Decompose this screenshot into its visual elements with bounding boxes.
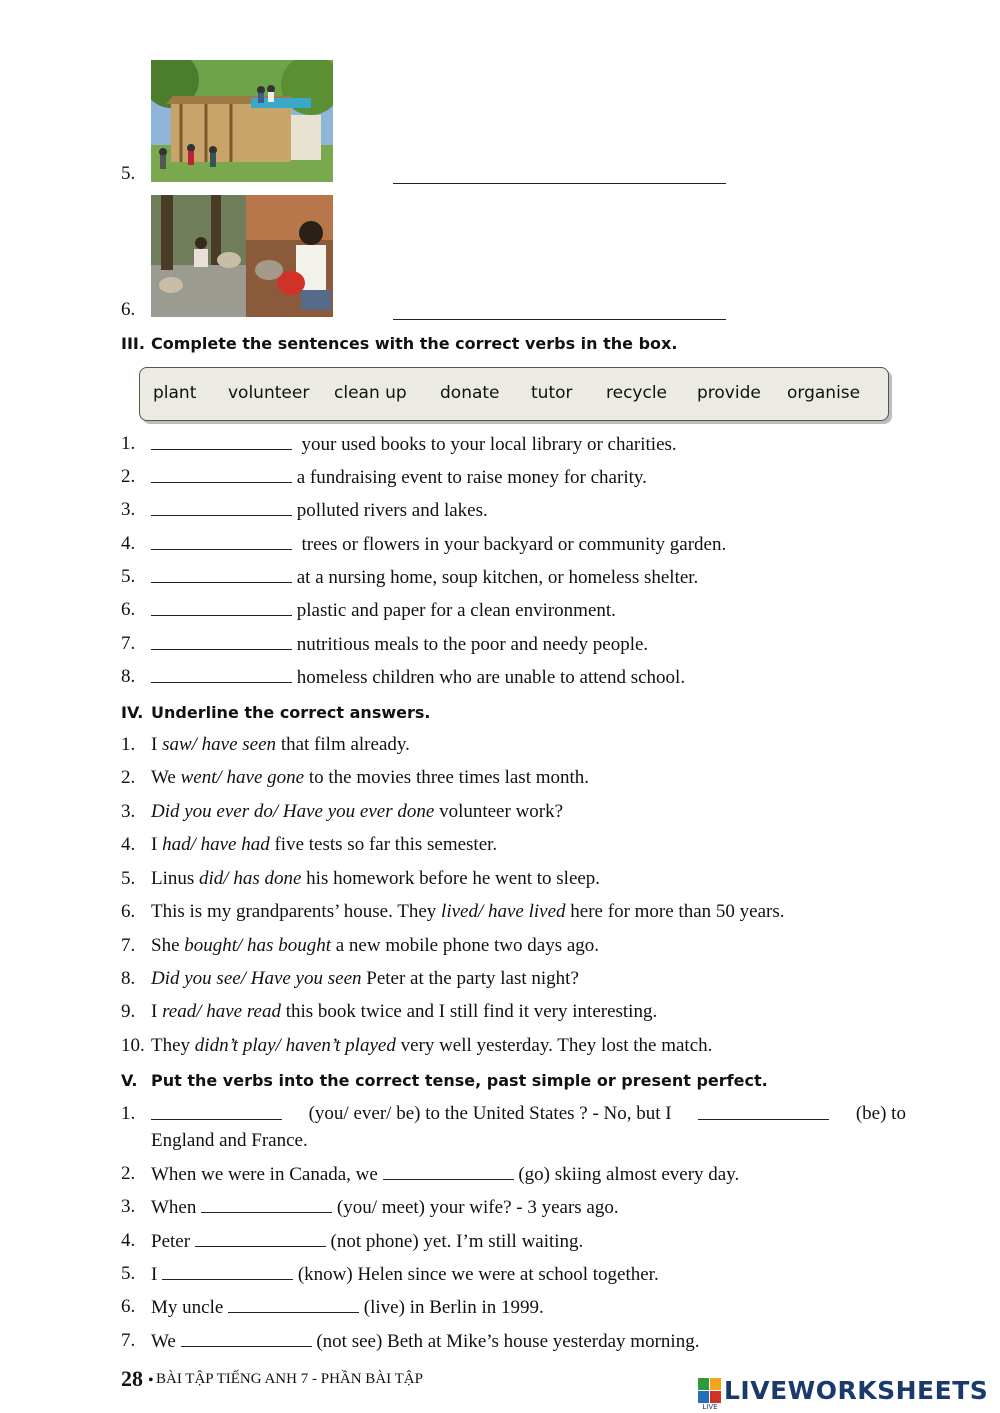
sentence: They didn’t play/ haven’t played very well yesterday. They lost the match.: [151, 1035, 713, 1056]
item-number: 3.: [121, 1196, 136, 1217]
sentence: When we were in Canada, we (go) skiing almost every day.: [151, 1164, 740, 1185]
word-box-item: clean up: [334, 383, 407, 403]
liveworksheets-logo-text: LIVEWORKSHEETS: [724, 1376, 989, 1405]
blank[interactable]: [151, 433, 292, 450]
word-box-item: recycle: [606, 383, 668, 403]
item-number: 6.: [121, 599, 136, 620]
liveworksheets-logo-icon: [698, 1378, 722, 1412]
item-number: 8.: [121, 968, 136, 989]
word-box-item: tutor: [531, 383, 573, 403]
item-number: 2.: [121, 1163, 136, 1184]
blank[interactable]: [228, 1296, 359, 1313]
item-number: 4.: [121, 834, 136, 855]
word-box-item: donate: [440, 383, 500, 403]
sentence: nutritious meals to the poor and needy people.: [151, 633, 648, 656]
sentence: Linus did/ has done his homework before he went to sleep.: [151, 868, 601, 889]
answer-options[interactable]: Did you see/ Have you seen: [151, 968, 362, 989]
word-box-item: plant: [153, 383, 197, 403]
image-item-number: 6.: [121, 299, 136, 320]
item-number: 4.: [121, 1230, 136, 1251]
image-item-number: 5.: [121, 163, 136, 184]
answer-line[interactable]: [393, 319, 726, 320]
item-number: 1.: [121, 1103, 136, 1124]
answer-options[interactable]: did/ has done: [199, 868, 302, 889]
blank[interactable]: [151, 466, 292, 483]
blank[interactable]: [151, 633, 292, 650]
answer-line[interactable]: [393, 183, 726, 184]
section-3-heading: III. Complete the sentences with the correct verbs in the box.: [121, 334, 678, 353]
sentence: I saw/ have seen that film already.: [151, 734, 410, 755]
sentence: a fundraising event to raise money for charity.: [151, 466, 647, 489]
sentence: Did you see/ Have you seen Peter at the party last night?: [151, 968, 579, 989]
item-number: 5.: [121, 868, 136, 889]
answer-options[interactable]: bought/ has bought: [184, 935, 331, 956]
item-number: 4.: [121, 533, 136, 554]
blank[interactable]: [162, 1263, 293, 1280]
word-box-item: volunteer: [228, 383, 310, 403]
sentence: trees or flowers in your backyard or community garden.: [151, 533, 726, 556]
feeding-animals-photo: [151, 195, 333, 317]
sentence: I had/ have had five tests so far this semester.: [151, 834, 498, 855]
sentence: plastic and paper for a clean environment.: [151, 599, 616, 622]
sentence: Peter (not phone) yet. I’m still waiting.: [151, 1231, 584, 1252]
sentence: When (you/ meet) your wife? - 3 years ago.: [151, 1197, 619, 1218]
page-number: 28: [121, 1366, 143, 1391]
sentence-continuation: England and France.: [151, 1130, 308, 1151]
blank[interactable]: [698, 1103, 829, 1120]
sentence: I (know) Helen since we were at school together.: [151, 1264, 659, 1285]
item-number: 5.: [121, 566, 136, 587]
item-number: 6.: [121, 1296, 136, 1317]
sentence: homeless children who are unable to attend school.: [151, 666, 685, 689]
item-number: 7.: [121, 1330, 136, 1351]
answer-options[interactable]: had/ have had: [162, 834, 270, 855]
blank[interactable]: [181, 1330, 312, 1347]
sentence: We went/ have gone to the movies three times last month.: [151, 767, 590, 788]
answer-options[interactable]: saw/ have seen: [162, 734, 277, 755]
item-number: 2.: [121, 466, 136, 487]
blank[interactable]: [151, 499, 292, 516]
sentence: Did you ever do/ Have you ever done volunteer work?: [151, 801, 564, 822]
sentence: She bought/ has bought a new mobile phone two days ago.: [151, 935, 600, 956]
word-box-item: provide: [697, 383, 761, 403]
item-number: 5.: [121, 1263, 136, 1284]
item-number: 10.: [121, 1035, 145, 1056]
sentence: This is my grandparents’ house. They lived/ have lived here for more than 50 years.: [151, 901, 785, 922]
item-number: 3.: [121, 801, 136, 822]
sentence: We (not see) Beth at Mike’s house yesterday morning.: [151, 1331, 700, 1352]
item-number: 3.: [121, 499, 136, 520]
blank[interactable]: [195, 1230, 326, 1247]
sentence: at a nursing home, soup kitchen, or homeless shelter.: [151, 566, 698, 589]
sentence: I read/ have read this book twice and I still find it very interesting.: [151, 1001, 658, 1022]
sentence: (you/ ever/ be) to the United States ? - No, but I (be) to: [151, 1103, 906, 1125]
sentence: My uncle (live) in Berlin in 1999.: [151, 1297, 544, 1318]
blank[interactable]: [151, 566, 292, 583]
logo-badge: LIVE: [702, 1403, 718, 1411]
answer-options[interactable]: didn’t play/ haven’t played: [194, 1035, 396, 1056]
sentence: polluted rivers and lakes.: [151, 499, 488, 522]
item-number: 9.: [121, 1001, 136, 1022]
sentence: your used books to your local library or charities.: [151, 433, 677, 456]
blank[interactable]: [151, 599, 292, 616]
section-5-heading: V. Put the verbs into the correct tense, past simple or present perfect.: [121, 1071, 768, 1090]
house-building-photo: [151, 60, 333, 182]
section-4-heading: IV. Underline the correct answers.: [121, 703, 431, 722]
blank[interactable]: [383, 1163, 514, 1180]
answer-options[interactable]: lived/ have lived: [441, 901, 566, 922]
item-number: 1.: [121, 433, 136, 454]
answer-options[interactable]: Did you ever do/ Have you ever done: [151, 801, 435, 822]
blank[interactable]: [151, 533, 292, 550]
blank[interactable]: [151, 1103, 282, 1120]
blank[interactable]: [201, 1196, 332, 1213]
blank[interactable]: [151, 666, 292, 683]
bullet-icon: •: [148, 1372, 154, 1389]
item-number: 6.: [121, 901, 136, 922]
answer-options[interactable]: read/ have read: [162, 1001, 281, 1022]
answer-options[interactable]: went/ have gone: [180, 767, 305, 788]
item-number: 7.: [121, 633, 136, 654]
item-number: 1.: [121, 734, 136, 755]
item-number: 2.: [121, 767, 136, 788]
word-box-item: organise: [787, 383, 861, 403]
item-number: 8.: [121, 666, 136, 687]
book-title: BÀI TẬP TIẾNG ANH 7 - PHẦN BÀI TẬP: [156, 1371, 423, 1387]
item-number: 7.: [121, 935, 136, 956]
